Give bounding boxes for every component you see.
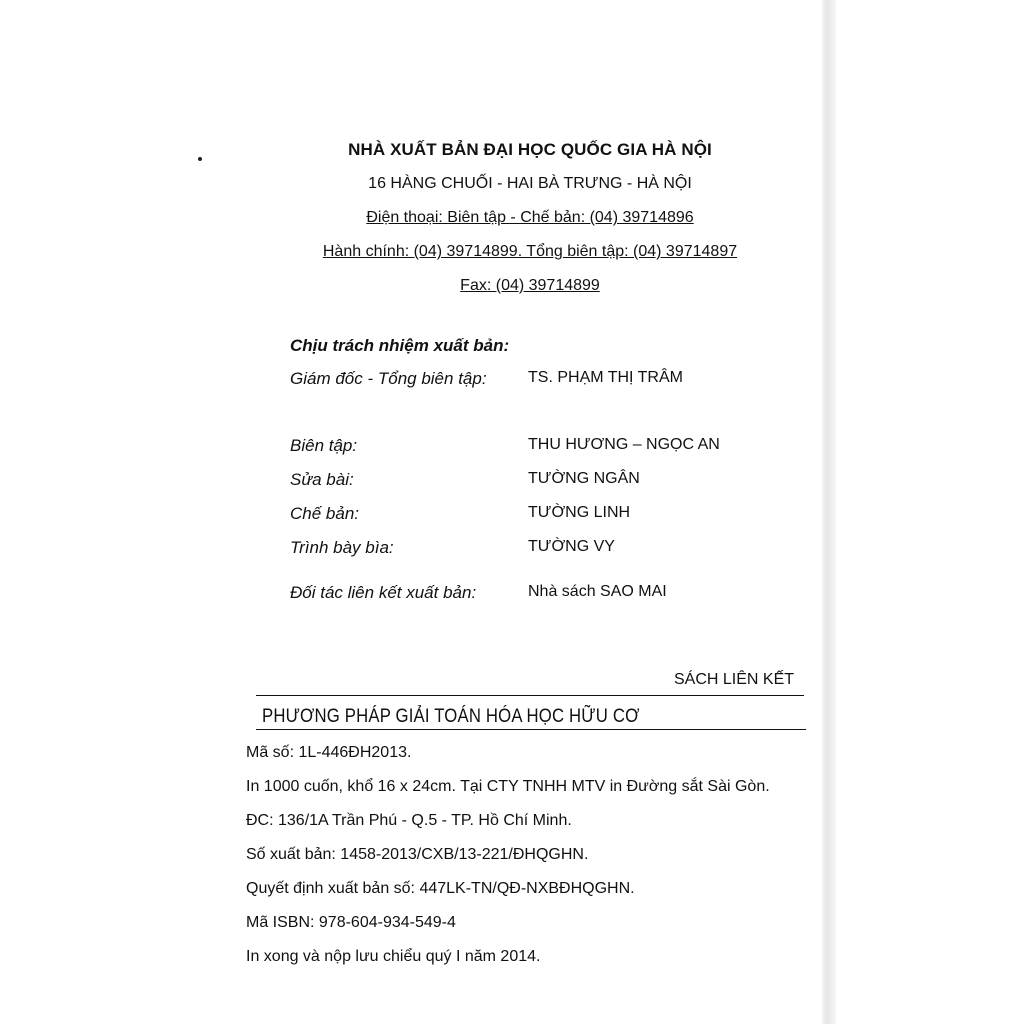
credit-role: Chế bản: bbox=[290, 504, 359, 523]
title-rule-top bbox=[256, 695, 804, 696]
print-speck bbox=[198, 157, 202, 161]
credit-name: TƯỜNG VY bbox=[528, 538, 615, 555]
credit-row-typesetter bbox=[290, 504, 790, 528]
linked-book-label: SÁCH LIÊN KẾT bbox=[674, 671, 795, 688]
credit-row-cover-designer bbox=[290, 538, 790, 562]
publisher-fax: Fax: (04) 39714899 bbox=[460, 277, 600, 294]
credit-role: Biên tập: bbox=[290, 436, 358, 455]
publisher-phone: Điện thoại: Biên tập - Chế bản: (04) 39714896 bbox=[366, 209, 694, 226]
colophon-details bbox=[246, 741, 826, 979]
book-title: PHƯƠNG PHÁP GIẢI TOÁN HÓA HỌC HỮU CƠ bbox=[262, 706, 640, 727]
publication-number: Số xuất bản: 1458-2013/CXB/13-221/ĐHQGHN. bbox=[246, 846, 589, 863]
printer-address: ĐC: 136/1A Trần Phú - Q.5 - TP. Hồ Chí Minh. bbox=[246, 812, 572, 829]
credit-row-editor bbox=[290, 436, 790, 460]
deposit-note: In xong và nộp lưu chiểu quý I năm 2014. bbox=[246, 948, 541, 965]
credit-name: TS. PHẠM THỊ TRÂM bbox=[528, 369, 683, 386]
credit-row-director bbox=[290, 369, 790, 393]
credit-role: Trình bày bìa: bbox=[290, 538, 394, 557]
publication-decision: Quyết định xuất bản số: 447LK-TN/QĐ-NXBĐHQGHN. bbox=[246, 880, 635, 897]
publisher-address: 16 HÀNG CHUỐI - HAI BÀ TRƯNG - HÀ NỘI bbox=[368, 175, 692, 192]
isbn: Mã ISBN: 978-604-934-549-4 bbox=[246, 914, 456, 931]
credit-name: TƯỜNG LINH bbox=[528, 504, 631, 521]
credit-role: Giám đốc - Tổng biên tập: bbox=[290, 369, 487, 388]
publisher-block bbox=[250, 138, 810, 298]
credit-role: Sửa bài: bbox=[290, 470, 354, 489]
credit-row-partner bbox=[290, 583, 790, 607]
credit-name: TƯỜNG NGÂN bbox=[528, 470, 640, 487]
publisher-admin-phone: Hành chính: (04) 39714899. Tổng biên tập: (04) 39714897 bbox=[322, 243, 738, 260]
responsibility-heading: Chịu trách nhiệm xuất bản: bbox=[290, 336, 510, 355]
credit-row-proofreader bbox=[290, 470, 790, 494]
print-run: In 1000 cuốn, khổ 16 x 24cm. Tại CTY TNHH MTV in Đường sắt Sài Gòn. bbox=[246, 778, 770, 795]
catalog-code: Mã số: 1L-446ĐH2013. bbox=[246, 744, 412, 761]
credit-name: THU HƯƠNG – NGỌC AN bbox=[528, 436, 720, 453]
publisher-name: NHÀ XUẤT BẢN ĐẠI HỌC QUỐC GIA HÀ NỘI bbox=[348, 140, 712, 159]
title-rule-bottom bbox=[256, 729, 806, 730]
credit-role: Đối tác liên kết xuất bản: bbox=[290, 583, 477, 602]
credit-name: Nhà sách SAO MAI bbox=[528, 583, 667, 600]
